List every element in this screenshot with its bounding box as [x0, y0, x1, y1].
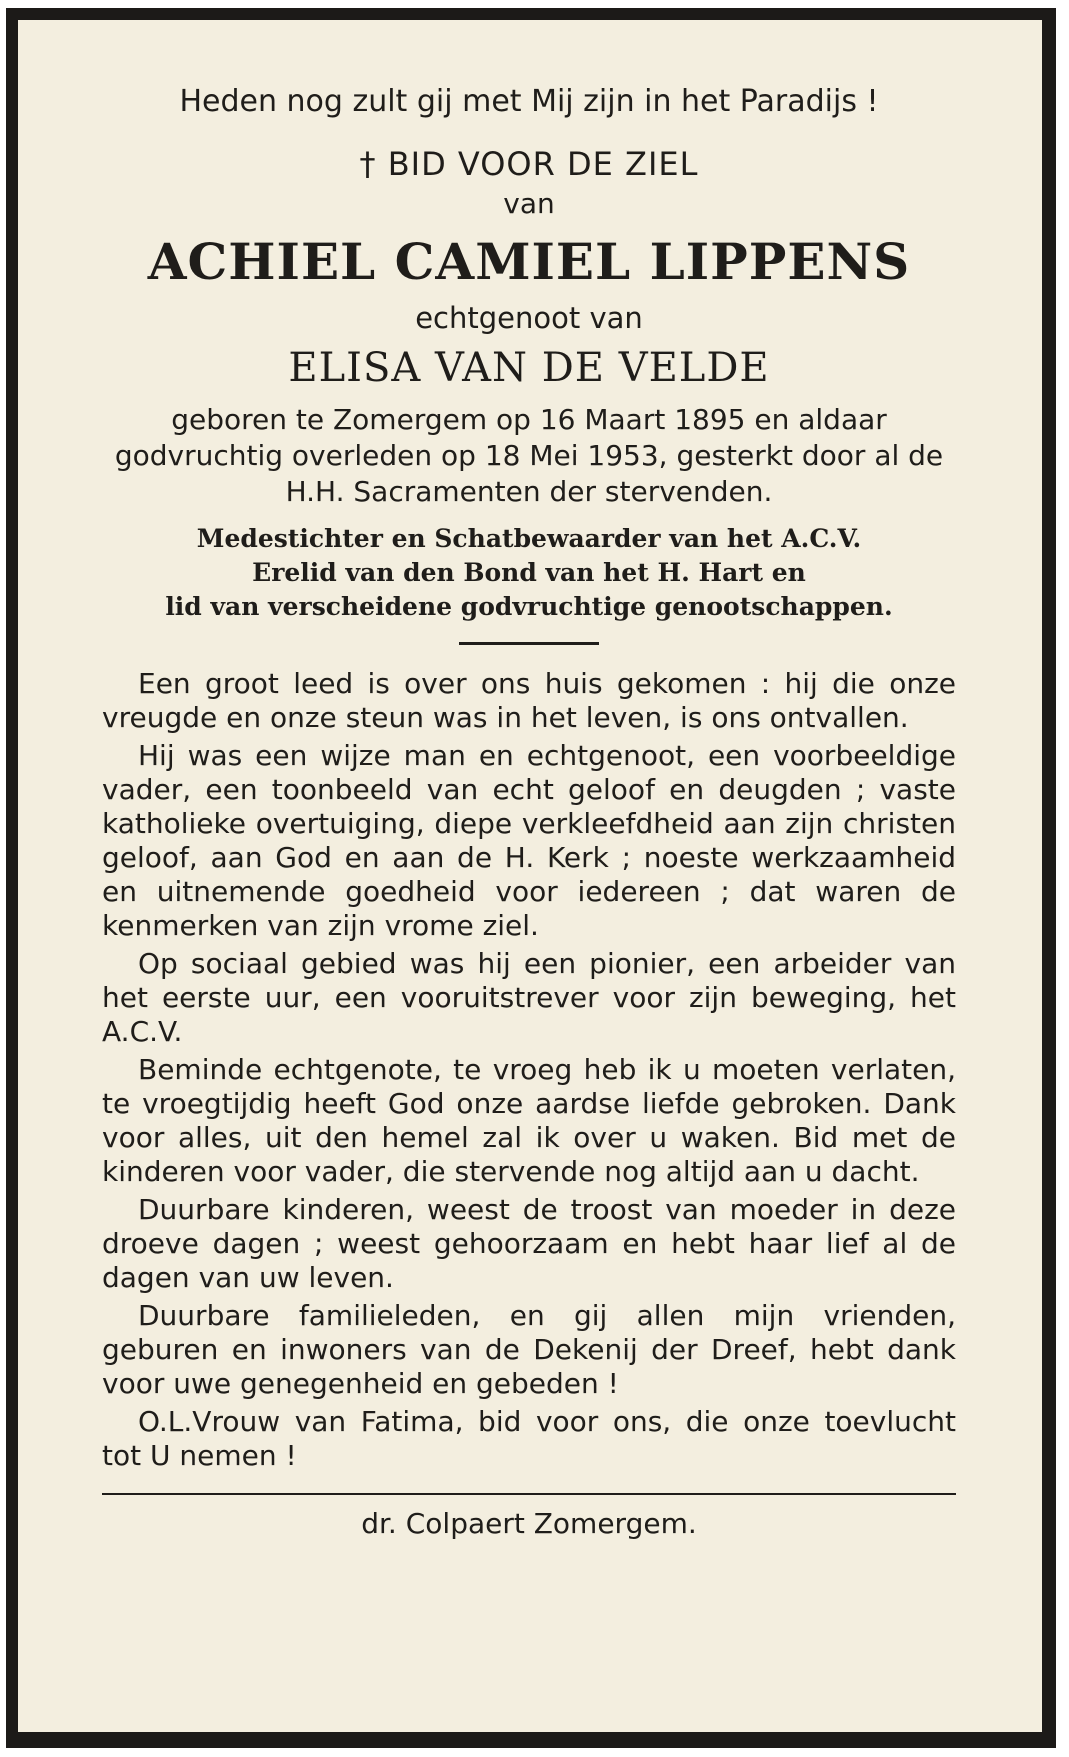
spouse-label: echtgenoot van: [415, 301, 643, 335]
card-content: [102, 70, 956, 1543]
paragraph: Duurbare familieleden, en gij allen mijn vrienden, geburen en inwoners van de Dekenij der Dreef, hebt dank voor uwe genegenheid en gebeden !: [102, 1299, 956, 1400]
paragraph: O.L.Vrouw van Fatima, bid voor ons, die onze toevlucht tot U nemen !: [102, 1405, 956, 1472]
deceased-name: ACHIEL CAMIEL LIPPENS: [147, 232, 911, 291]
memorial-text: [102, 667, 956, 1473]
motto: Heden nog zult gij met Mij zijn in het Paradijs !: [179, 84, 879, 119]
paragraph: Een groot leed is over ons huis gekomen : hij die onze vreugde en onze steun was in het leven, is ons ontvallen.: [102, 667, 956, 734]
card-paper: [18, 20, 1042, 1732]
role-line: Erelid van den Bond van het H. Hart en: [252, 558, 806, 587]
paragraph: Op sociaal gebied was hij een pionier, een arbeider van het eerste uur, een vooruitstrever voor zijn beweging, het A.C.V.: [102, 947, 956, 1048]
printer-credit: dr. Colpaert Zomergem.: [361, 1507, 697, 1540]
role-line: Medestichter en Schatbewaarder van het A.C.V.: [196, 524, 862, 553]
section-divider: [459, 642, 599, 645]
prayer-heading: † BID VOOR DE ZIEL: [359, 145, 699, 183]
roles-block: [102, 522, 956, 624]
paragraph: Beminde echtgenote, te vroeg heb ik u moeten verlaten, te vroegtijdig heeft God onze aardse liefde gebroken. Dank voor alles, uit den hemel zal ik over u waken. Bid met de kinderen voor vader, die stervende nog altijd aan u dacht.: [102, 1053, 956, 1188]
footer-rule: [102, 1493, 956, 1495]
van-label: van: [503, 187, 555, 220]
paragraph: Duurbare kinderen, weest de troost van moeder in deze droeve dagen ; weest gehoorzaam en hebt haar lief al de dagen van uw leven.: [102, 1193, 956, 1294]
paragraph: Hij was een wijze man en echtgenoot, een voorbeeldige vader, een toonbeeld van echt geloof en deugden ; vaste katholieke overtuiging, diepe verkleefdheid aan zijn christen geloof, aan God en aan de H. Kerk ; noeste werkzaamheid en uitnemende goedheid voor iedereen ; dat waren de kenmerken van zijn vrome ziel.: [102, 739, 956, 942]
birth-death-text: geboren te Zomergem op 16 Maart 1895 en aldaar godvruchtig overleden op 18 Mei 1953, gesterkt door al de H.H. Sacramenten der stervenden.: [114, 403, 944, 508]
spouse-name: ELISA VAN DE VELDE: [288, 345, 770, 391]
role-line: lid van verscheidene godvruchtige genootschappen.: [165, 592, 893, 621]
memorial-card: [6, 8, 1056, 1748]
